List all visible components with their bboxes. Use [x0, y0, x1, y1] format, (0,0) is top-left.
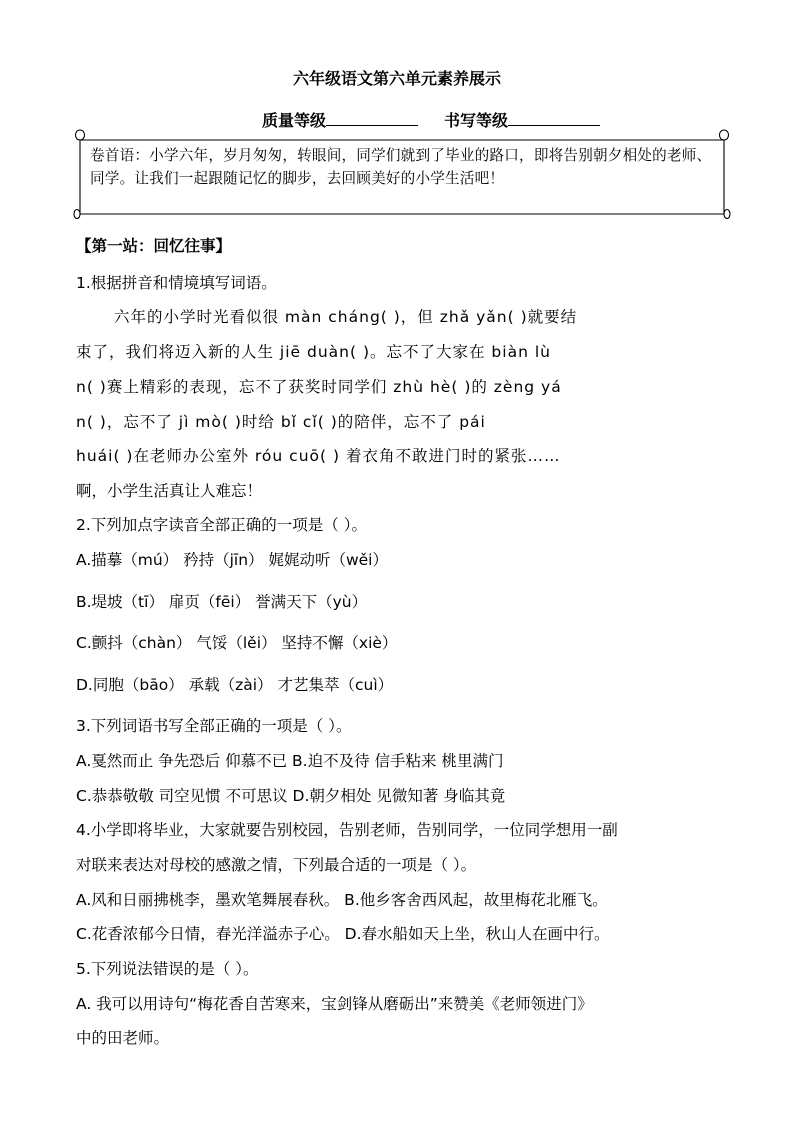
quality-grade-blank[interactable]: [326, 111, 418, 126]
q4-stem: 对联来表达对母校的感激之情，下列最合适的一项是（ ）。: [76, 856, 477, 874]
preface-text: 卷首语：小学六年，岁月匆匆，转眼间，同学们就到了毕业的路口，即将告别朝夕相处的老师、同学。让我们一起跟随记忆的脚步，去回顾美好的小学生活吧！: [90, 147, 712, 187]
q3-option: C.恭恭敬敬 司空见惯 不可思议 D.朝夕相处 见微知著 身临其竟: [76, 787, 506, 805]
q5-line: A. 我可以用诗句“梅花香自苦寒来，宝剑锋从磨砺出”来赞美《老师领进门》: [76, 995, 593, 1013]
q3-option: A.戛然而止 争先恐后 仰慕不已 B.迫不及待 信手粘来 桃里满门: [76, 752, 504, 770]
q1-line: 六年的小学时光看似很 màn cháng( )，但 zhǎ yǎn( )就要结: [114, 308, 578, 326]
q2-stem: 2.下列加点字读音全部正确的一项是（ ）。: [76, 516, 367, 534]
writing-grade-blank[interactable]: [508, 111, 600, 126]
q2-option: D.同胞（bāo） 承载（zài） 才艺集萃（cuì）: [76, 676, 394, 694]
q5-line: 中的田老师。: [76, 1029, 170, 1047]
q2-option: B.堤坡（tī） 扉页（fēi） 誉满天下（yù）: [76, 593, 368, 611]
q2-option: C.颤抖（chàn） 气馁（lěi） 坚持不懈（xiè）: [76, 634, 398, 652]
q1-line: n( )赛上精彩的表现，忘不了获奖时同学们 zhù hè( )的 zèng yá: [76, 378, 562, 396]
q5-stem: 5.下列说法错误的是（ ）。: [76, 960, 259, 978]
q1-line: 束了，我们将迈入新的人生 jiē duàn( )。忘不了大家在 biàn lù: [76, 343, 551, 361]
writing-grade-label: 书写等级: [444, 111, 509, 130]
q1-line: n( )，忘不了 jì mò( )时给 bǐ cǐ( )的陪伴，忘不了 pái: [76, 413, 486, 431]
q1-line: 啊，小学生活真让人难忘！: [76, 482, 263, 500]
quality-grade-label: 质量等级: [262, 111, 327, 130]
q3-stem: 3.下列词语书写全部正确的一项是（ ）。: [76, 717, 352, 735]
q2-option: A.描摹（mú） 矜持（jīn） 娓娓动听（wěi）: [76, 551, 388, 569]
q1-stem: 1.根据拼音和情境填写词语。: [76, 274, 277, 292]
q1-line: huái( )在老师办公室外 róu cuō( ) 着衣角不敢进门时的紧张……: [76, 447, 561, 465]
section-heading: 【第一站：回忆往事】: [76, 237, 232, 255]
q4-stem: 4.小学即将毕业，大家就要告别校园，告别老师，告别同学，一位同学想用一副: [76, 821, 618, 839]
q4-option: C.花香浓郁今日情，春光洋溢赤子心。 D.春水船如天上坐，秋山人在画中行。: [76, 925, 610, 943]
q4-option: A.风和日丽拂桃李，墨欢笔舞展春秋。 B.他乡客舍西风起，故里梅花北雁飞。: [76, 891, 608, 909]
page-title: 六年级语文第六单元素养展示: [292, 69, 501, 88]
